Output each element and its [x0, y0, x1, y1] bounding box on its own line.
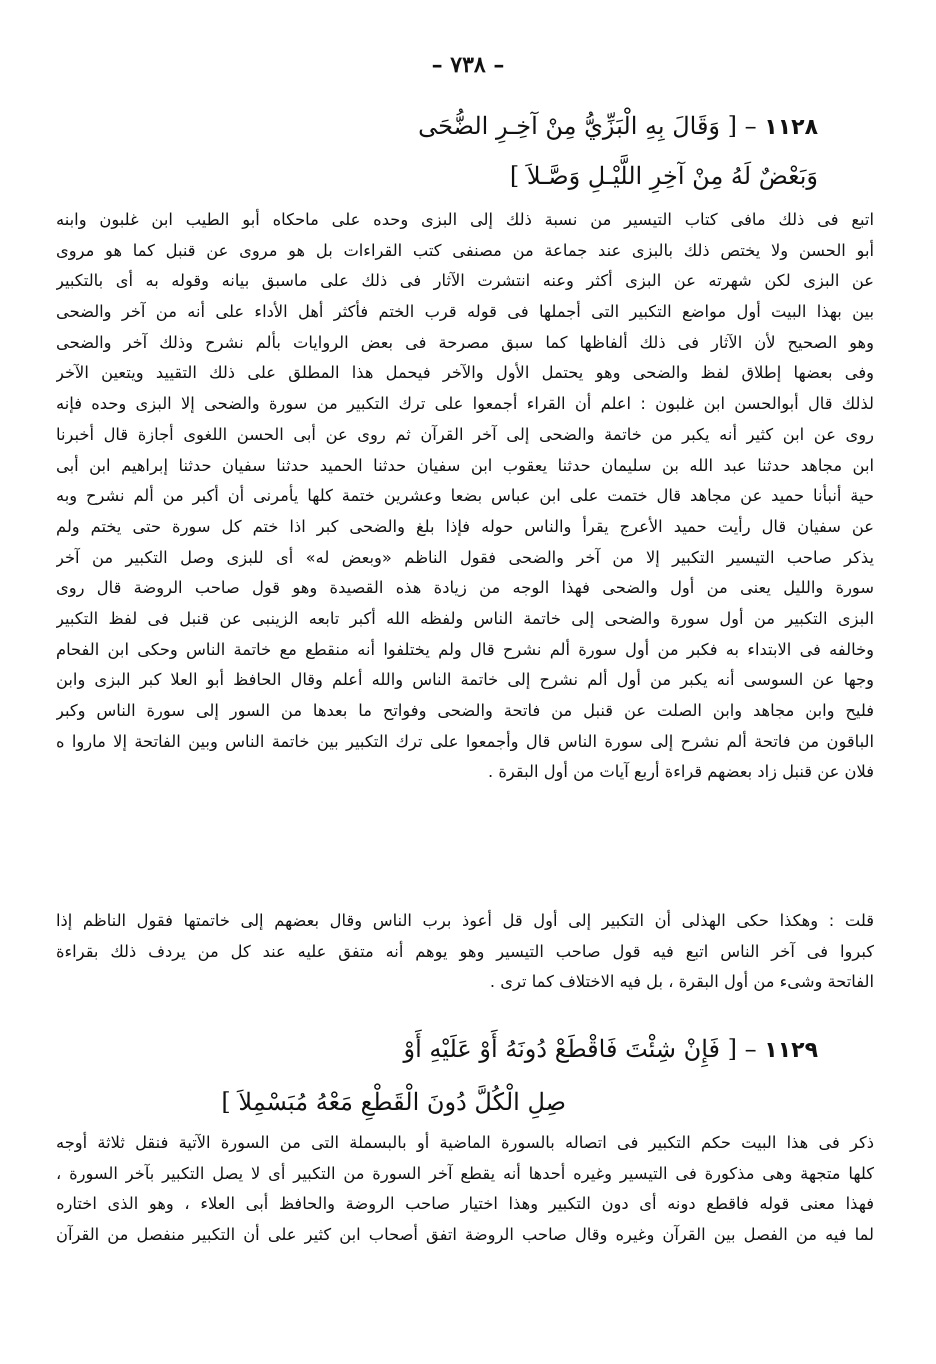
text-line: فليح وابن مجاهد وابن الصلت عن قنبل من فاتحة والضحى وفواتح ما بعدها من السور إلى سورة الناس وكبر	[56, 701, 874, 720]
verse-text: وَبَعْضٌ لَهُ مِنْ آخِرِ اللَّيْـلِ وَصَّـلاَ ]	[509, 162, 818, 190]
text-line: فهذا معنى قوله فاقطع دونه أى دون التكبير وهذا اختيار صاحب الروضة والحافظ أبى العلاء ، وهو الذى اختاره	[56, 1194, 874, 1214]
verse-text: – [ وَقَالَ بِهِ الْبَزِّيُّ مِنْ آخِـرِ الضُّحَى	[418, 112, 757, 140]
text-line: الباقون من فاتحة ألم نشرح إلى سورة الناس قال وأجمعوا على ترك التكبير بين خاتمة الناس وبين الفاتحة إلا ماروا ه	[56, 731, 874, 751]
verse-1129-line-2	[221, 1088, 566, 1116]
text-line: سورة والليل يعنى من أول والضحى فهذا الوجه من زيادة هذه القصيدة وهو قول صاحب الروضة قال روى	[56, 578, 874, 598]
text-line: بين بهذا البيت أول مواضع التكبير التى أجملها فى قوله قرب الختم فأكثر أهل الأداء على أنه من آخر والضحى	[56, 302, 874, 322]
text-line: لذلك قال أبوالحسن ابن غلبون : اعلم أن القراء أجمعوا على ترك التكبير من سورة والضحى إلا البزى وحده فإنه	[56, 394, 874, 414]
verse-number: ١١٢٩	[764, 1038, 818, 1063]
text-line: الفاتحة وشىء من أول البقرة ، بل فيه الاختلاف كما ترى .	[489, 972, 874, 992]
text-line: أبو الحسن ولا يختص ذلك بالبزى عند جماعة من مصنفى كتب القراءات بل هو مروى عن قنبل كما هو مروى	[56, 240, 874, 260]
text-line: كبروا فى آخر الناس اتبع فيه قول صاحب التيسير وهو يوهم أنه متفق عليه عند كل من يردف ذلك بقراءة	[56, 941, 874, 961]
commentary-note	[56, 906, 874, 998]
text-line: لما فيه من الفصل بين القرآن وغيره وقال صاحب الروضة اتفق أصحاب ابن كثير على أن التكبير منفصل من القرآن	[56, 1225, 874, 1245]
text-line: فلان عن قنبل زاد بعضهم قراءة أربع آيات من أول البقرة .	[488, 762, 874, 782]
text-line: ذكر فى هذا البيت حكم التكبير فى اتصاله بالسورة الماضية أو بالبسملة التى من السورة الآتية فنقل ثلاثة أوجه	[56, 1133, 874, 1152]
verse-text: – [ فَإِنْ شِئْتَ فَاقْطَعْ دُونَهُ أَوْ عَلَيْهِ أَوْ	[403, 1035, 757, 1063]
text-line: كلها متجهة وهى مذكورة فى التيسير وغيره أحدها أنه يقطع آخر السورة من التكبير أى لا يصل التكبير بآخر السورة ،	[56, 1163, 874, 1183]
text-line: وفى بعضها إطلاق لفظ والضحى وهو يحتمل الأول والآخر فيحمل هذا المطلق على ذلك التقييد ويتعين الآخر	[56, 363, 874, 383]
text-line: وخالفه فى الابتداء به فكبر من أول سورة ألم نشرح قال ولم يختلفوا أنه منقطع مع خاتمة الناس وحكى ابن الفحام	[56, 639, 874, 659]
commentary-1129	[56, 1128, 874, 1251]
text-line: اتبع فى ذلك مافى كتاب التيسير من نسبة ذلك إلى البزى وحده على ماحكاه أبو الطيب ابن غلبون وابنه	[56, 210, 874, 229]
verse-1128-line-2	[510, 162, 818, 190]
text-line: البزى التكبير من أول سورة والضحى إلى خاتمة الناس ولفظه الله أكبر تابعه الزينبى عن قنبل فى لفظ التكبير	[56, 608, 874, 628]
verse-number: ١١٢٨	[764, 115, 818, 140]
text-line: وهو الصحيح لأن الآثار فى ذلك ألفاظها كما سبق مصرحة فى بعض الروايات بألم نشرح وذلك آخر والضحى	[56, 332, 874, 352]
page-number: – ٧٣٨ –	[431, 52, 505, 78]
text-line: ابن مجاهد حدثنا عبد الله بن سليمان حدثنا يعقوب ابن سفيان حدثنا الحميد حدثنا سفيان حدثنا إبراهيم ابن أبى	[56, 455, 874, 475]
text-line: وجها عن السوسى أنه يكبر من أول ألم نشرح إلى خاتمة الناس والله أعلم وقال الحافظ أبو العلا كبر البزى وابن	[56, 670, 874, 690]
text-line: عن سفيان قال رأيت حميد الأعرج يقرأ والناس حوله فإذا بلغ والضحى كبر اذا ختم كل سورة حتى يختم ولم	[56, 516, 874, 536]
text-line: حية أنبأنا حميد عن مجاهد قال ختمت على ابن عباس بضعا وعشرين ختمة كلها يأمرنى أن أكبر من ألم نشرح وبه	[56, 486, 874, 506]
text-line: قلت : وهكذا حكى الهذلى أن التكبير إلى أول قل أعوذ برب الناس وقال بعضهم إلى خاتمتها فقول الناظم إذا	[56, 911, 874, 930]
text-line: يذكر صاحب التيسير التكبير إلا من آخر والضحى فقول الناظم «وبعض له» أى للبزى وصل التكبير من آخر	[56, 547, 874, 567]
verse-1128-line-1	[418, 112, 818, 140]
text-line: عن البزى لكن شهرته عن البزى أكثر وعنه انتشرت الآثار فى ذلك على ماسبق بيانه وقوله به أى بالتكبير	[56, 271, 874, 291]
commentary-1128	[56, 205, 874, 788]
verse-text: صِلِ الْكُلَّ دُونَ الْقَطْعِ مَعْهُ مُبَسْمِلاَ ]	[221, 1088, 566, 1116]
text-line: روى عن ابن كثير أنه يكبر من خاتمة والضحى إلى آخر القرآن ثم روى عن أبى الحسن اللغوى أجازة قال أخبرنا	[56, 424, 874, 444]
verse-1129-line-1	[403, 1035, 818, 1063]
